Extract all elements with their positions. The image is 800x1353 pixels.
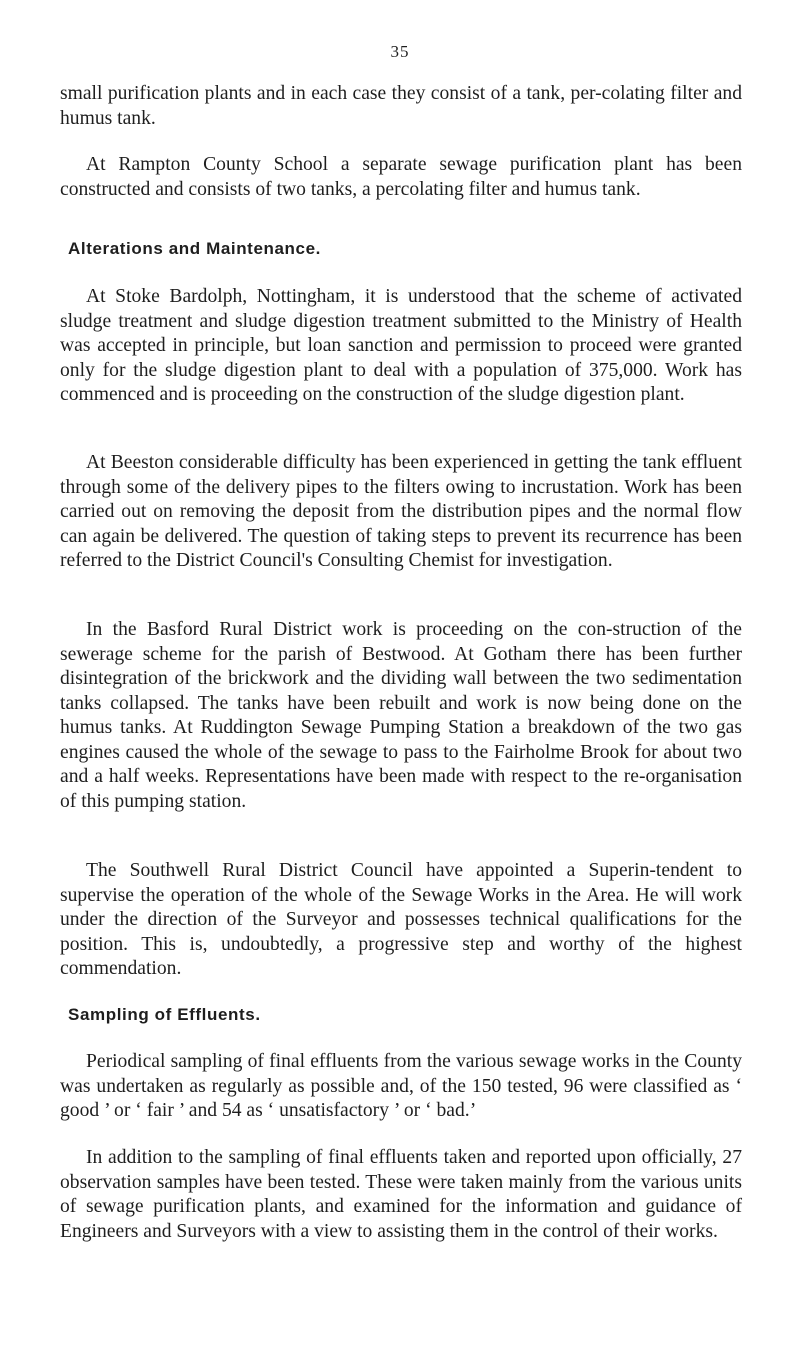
paragraph-observation-samples: In addition to the sampling of final effluents taken and reported upon officially, 27 observation samples have been tested. These were taken mainly from the various units of sewage purification plants, and examined for the information and guidance of Engineers and Surveyors with a view to assisting them in the control of their works. [60, 1147, 742, 1242]
paragraph-purification-plants: small purification plants and in each case they consist of a tank, per-colating filter and humus tank. [60, 83, 742, 129]
paragraph-basford: In the Basford Rural District work is proceeding on the con-struction of the sewerage scheme for the parish of Bestwood. At Gotham there has been further disintegration of the brickwork and the dividing wall between the two sedimentation tanks collapsed. The tanks have been rebuilt and work is now being done on the humus tanks. At Ruddington Sewage Pumping Station a breakdown of the two gas engines caused the whole of the sewage to pass to the Fairholme Brook for about two and a half weeks. Representations have been made with respect to the re-organisation of this pumping station. [60, 619, 742, 812]
paragraph-southwell: The Southwell Rural District Council have appointed a Superin-tendent to supervise the operation of the whole of the Sewage Works in the Area. He will work under the direction of the Surveyor and possesses technical qualifications for the position. This is, undoubtedly, a progressive step and worthy of the highest commendation. [60, 860, 742, 979]
heading-sampling-effluents: Sampling of Effluents. [68, 1005, 261, 1024]
paragraph-rampton: At Rampton County School a separate sewage purification plant has been constructed and consists of two tanks, a percolating filter and humus tank. [60, 154, 742, 200]
page-number: 35 [390, 42, 410, 61]
heading-alterations-maintenance: Alterations and Maintenance. [68, 239, 321, 258]
paragraph-stoke-bardolph: At Stoke Bardolph, Nottingham, it is understood that the scheme of activated sludge treatment and sludge digestion treatment submitted to the Ministry of Health was accepted in principle, but loan sanction and permission to proceed were granted only for the sludge digestion plant to deal with a population of 375,000. Work has commenced and is proceeding on the construction of the sludge digestion plant. [60, 286, 742, 405]
paragraph-periodical-sampling: Periodical sampling of final effluents from the various sewage works in the County was undertaken as regularly as possible and, of the 150 tested, 96 were classified as ‘ good ’ or ‘ fair ’ and 54 as ‘ unsatisfactory ’ or ‘ bad.’ [60, 1051, 742, 1121]
paragraph-beeston: At Beeston considerable difficulty has been experienced in getting the tank effluent through some of the delivery pipes to the filters owing to incrustation. Work has been carried out on removing the deposit from the distribution pipes and the normal flow can again be delivered. The question of taking steps to prevent its recurrence has been referred to the District Council's Consulting Chemist for investigation. [60, 452, 742, 571]
